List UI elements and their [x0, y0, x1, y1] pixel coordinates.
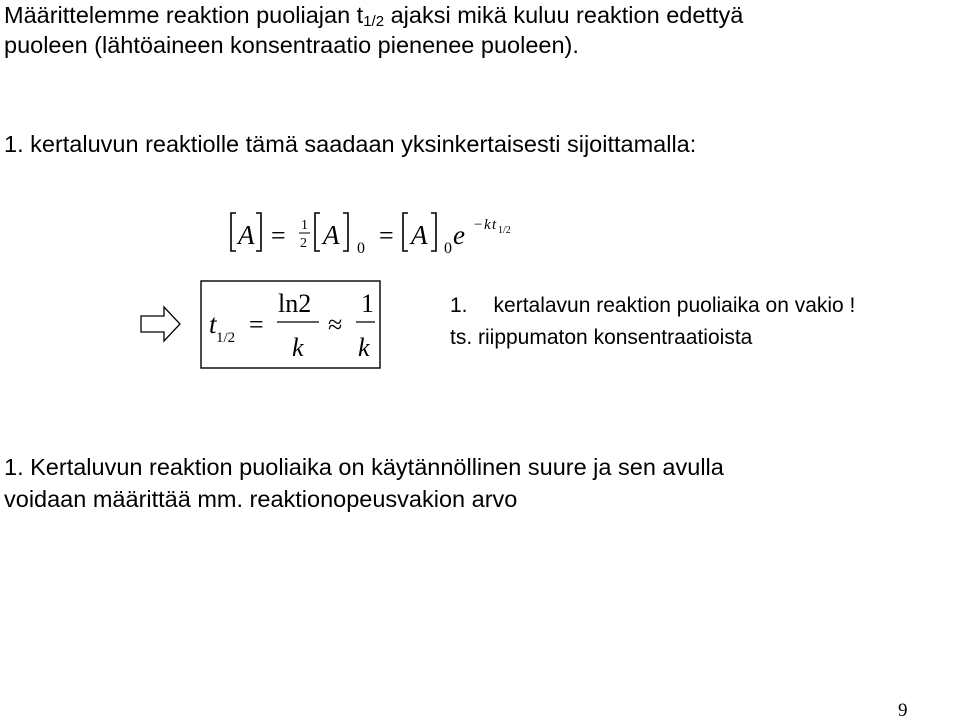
- conclusion-line-2: voidaan määrittää mm. reaktionopeusvakion arvo: [4, 486, 518, 512]
- eq1-exp-sub: 1/2: [498, 225, 511, 236]
- eq2-k-2: k: [358, 333, 370, 362]
- eq1-species-2: A: [323, 220, 340, 250]
- eq1-exp-t: t: [492, 217, 497, 233]
- eq2-t: t: [209, 309, 217, 339]
- first-order-statement: 1. kertaluvun reaktiolle tämä saadaan yksinkertaisesti sijoittamalla:: [4, 131, 697, 157]
- note-line-1: [450, 293, 855, 319]
- eq1-exp-k: k: [484, 217, 491, 233]
- eq1-exp-minus: −: [474, 217, 483, 233]
- eq2-k-1: k: [292, 333, 304, 362]
- note-line-2: ts. riippumaton konsentraatioista: [450, 326, 753, 349]
- implies-arrow-icon: [141, 307, 180, 341]
- intro-line-2: puoleen (lähtöaineen konsentraatio pienenee puoleen).: [4, 32, 579, 58]
- eq1-zero-1: 0: [357, 240, 365, 257]
- eq1-half-den: 2: [300, 236, 307, 251]
- eq1-species-1: A: [238, 220, 255, 250]
- eq2-approx: ≈: [328, 310, 343, 339]
- eq2-equals: =: [249, 310, 264, 339]
- page-number: 9: [898, 700, 908, 721]
- note-text: kertalavun reaktion puoliaika on vakio !: [493, 294, 856, 317]
- eq1-zero-2: 0: [444, 240, 452, 257]
- eq2-one: 1: [361, 289, 374, 318]
- eq1-half-num: 1: [301, 218, 308, 233]
- eq1-equals-2: =: [379, 221, 394, 250]
- intro-line-1: Määrittelemme reaktion puoliajan $t_{1/2}$ ajaksi mikä kuluu reaktion edettyä: [4, 2, 744, 30]
- eq2-t-sub: 1/2: [216, 330, 236, 346]
- eq1-equals-1: =: [271, 221, 286, 250]
- conclusion-line-1: 1. Kertaluvun reaktion puoliaika on käytännöllinen suure ja sen avulla: [4, 454, 724, 480]
- eq2-ln2: ln2: [278, 289, 312, 318]
- eq1-exp-base: e: [453, 220, 465, 250]
- note-number: 1.: [450, 294, 468, 317]
- eq1-species-3: A: [411, 220, 428, 250]
